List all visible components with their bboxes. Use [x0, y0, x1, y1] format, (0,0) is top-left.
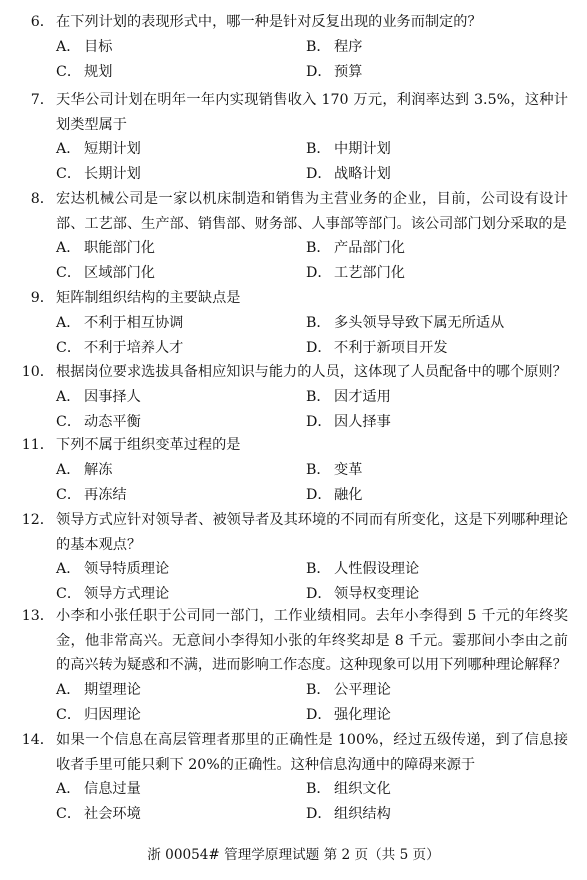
option-a: A． 领导特质理论 [56, 561, 170, 577]
option-row [0, 483, 587, 508]
option-row [0, 137, 587, 162]
option-d: D． 因人择事 [306, 413, 391, 430]
option-row [0, 802, 587, 827]
option-row [0, 60, 587, 85]
question-number: 13． [21, 608, 54, 624]
option-a: A． 期望理论 [56, 681, 141, 698]
option-d: D． 领导权变理论 [306, 586, 420, 602]
option-c: C． 长期计划 [56, 166, 141, 182]
question-stem [0, 88, 587, 137]
option-row [0, 311, 587, 336]
option-b: B． 程序 [306, 38, 363, 55]
option-a: A． 职能部门化 [56, 240, 155, 256]
option-b: B． 产品部门化 [306, 240, 405, 256]
question-6 [0, 10, 587, 85]
option-d: D． 组织结构 [306, 806, 391, 822]
question-number: 14． [21, 732, 54, 748]
option-a: A． 解冻 [56, 461, 113, 478]
question-text: 如果一个信息在高层管理者那里的正确性是 100%，经过五级传递，到了信息接收者手里可能只剩下 20%的正确性。这种信息沟通中的障碍来源于 [56, 732, 568, 773]
question-11 [0, 433, 587, 508]
option-a: A． 目标 [56, 38, 113, 55]
question-stem [0, 360, 587, 385]
option-row [0, 336, 587, 361]
option-a: A． 不利于相互协调 [56, 314, 184, 331]
question-9 [0, 286, 587, 361]
option-c: C． 规划 [56, 63, 113, 80]
question-text: 下列不属于组织变革过程的是 [56, 437, 241, 453]
question-number: 9． [30, 290, 54, 306]
option-b: B． 多头领导导致下属无所适从 [306, 314, 505, 331]
option-b: B． 人性假设理论 [306, 561, 420, 577]
option-b: B． 中期计划 [306, 141, 391, 157]
question-text: 根据岗位要求选拔具备相应知识与能力的人员，这体现了人员配备中的哪个原则？ [56, 364, 567, 380]
option-d: D． 预算 [306, 63, 363, 80]
option-row [0, 557, 587, 582]
question-stem [0, 728, 587, 777]
question-text: 天华公司计划在明年一年内实现销售收入 170 万元，利润率达到 3.5%，这种计划类型属于 [56, 92, 568, 133]
option-a: A． 短期计划 [56, 141, 141, 157]
option-d: D． 工艺部门化 [306, 265, 405, 281]
question-number: 11． [21, 437, 54, 453]
option-d: D． 不利于新项目开发 [306, 339, 448, 356]
question-7 [0, 88, 587, 187]
option-c: C． 区域部门化 [56, 265, 155, 281]
option-d: D． 融化 [306, 486, 363, 503]
question-number: 6． [30, 14, 54, 30]
option-c: C． 动态平衡 [56, 413, 141, 430]
option-row [0, 703, 587, 728]
question-number: 8． [30, 191, 54, 207]
question-8 [0, 187, 587, 286]
option-a: A． 信息过量 [56, 781, 141, 797]
question-10 [0, 360, 587, 435]
option-row [0, 35, 587, 60]
option-b: B． 变革 [306, 461, 363, 478]
question-text: 矩阵制组织结构的主要缺点是 [56, 290, 241, 306]
question-text: 在下列计划的表现形式中，哪一种是针对反复出现的业务而制定的？ [56, 14, 482, 30]
question-text: 领导方式应针对领导者、被领导者及其环境的不同而有所变化，这是下列哪种理论的基本观点？ [56, 512, 568, 553]
question-14 [0, 728, 587, 827]
question-12 [0, 508, 587, 607]
option-d: D． 强化理论 [306, 706, 391, 723]
option-b: B． 公平理论 [306, 681, 391, 698]
page-footer: 浙 00054# 管理学原理试题 第 2 页（共 5 页） [147, 847, 440, 863]
question-stem [0, 10, 587, 35]
option-row [0, 162, 587, 187]
option-row [0, 385, 587, 410]
option-c: C． 社会环境 [56, 806, 141, 822]
option-c: C． 不利于培养人才 [56, 339, 184, 356]
option-d: D． 战略计划 [306, 166, 391, 182]
option-b: B． 因才适用 [306, 388, 391, 405]
question-stem [0, 286, 587, 311]
option-b: B． 组织文化 [306, 781, 391, 797]
question-text: 小李和小张任职于公司同一部门，工作业绩相同。去年小李得到 5 千元的年终奖金，他非常高兴。无意间小李得知小张的年终奖却是 8 千元。霎那间小李由之前的高兴转为疑惑和不满，进而影响工作态度。这种现象可以用下列哪种理论解释？ [56, 608, 568, 673]
option-row [0, 458, 587, 483]
question-number: 10． [21, 364, 54, 380]
option-c: C． 归因理论 [56, 706, 141, 723]
question-text: 宏达机械公司是一家以机床制造和销售为主营业务的企业，目前，公司设有设计部、工艺部、生产部、销售部、财务部、人事部等部门。该公司部门划分采取的是 [56, 191, 568, 232]
question-number: 12． [21, 512, 54, 528]
question-stem [0, 433, 587, 458]
question-number: 7． [30, 92, 54, 108]
question-13 [0, 604, 587, 728]
question-stem [0, 187, 587, 236]
option-row [0, 410, 587, 435]
option-row [0, 777, 587, 802]
option-row [0, 261, 587, 286]
option-c: C． 领导方式理论 [56, 586, 170, 602]
option-c: C． 再冻结 [56, 486, 127, 503]
option-row [0, 236, 587, 261]
option-a: A． 因事择人 [56, 388, 141, 405]
option-row [0, 678, 587, 703]
question-stem [0, 604, 587, 678]
question-stem [0, 508, 587, 557]
